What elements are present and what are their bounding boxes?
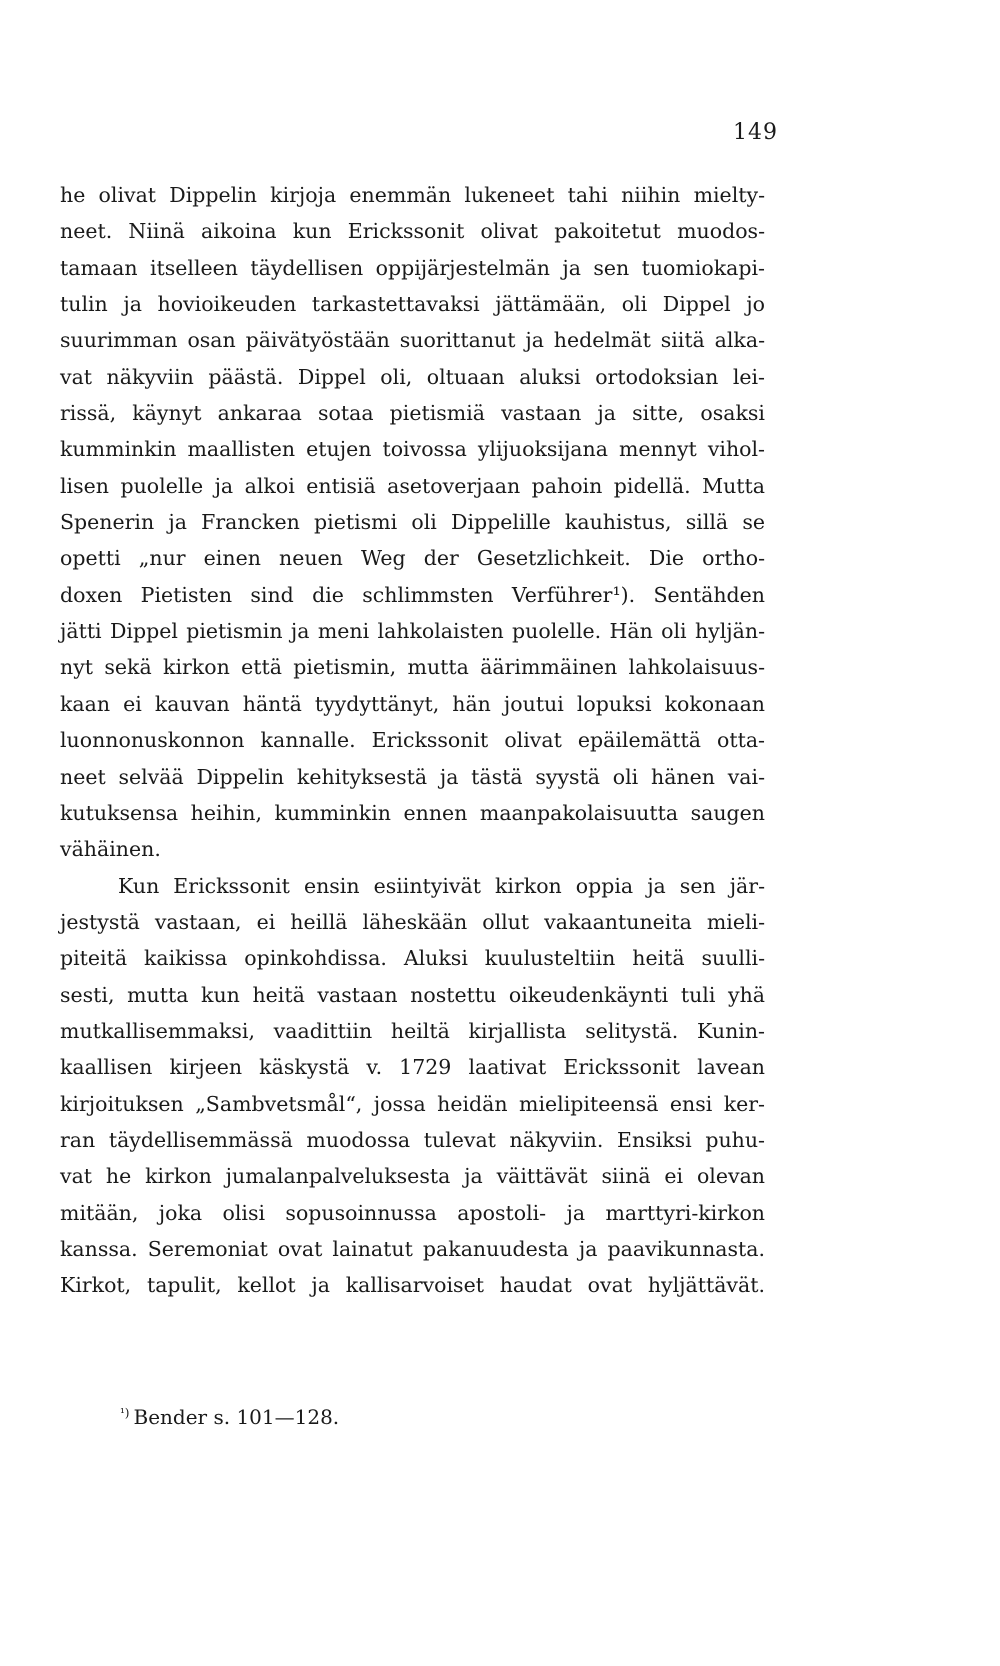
footnote [120, 1405, 339, 1429]
text-line: piteitä kaikissa opinkohdissa. Aluksi kuulusteltiin heitä suulli- [60, 946, 765, 971]
page-number: 149 [733, 120, 778, 145]
text-line: kanssa. Seremoniat ovat lainatut pakanuudesta ja paavikunnasta. [60, 1236, 765, 1261]
text-line: Kirkot, tapulit, kellot ja kallisarvoiset haudat ovat hyljättävät. [60, 1273, 765, 1298]
text-line: luonnonuskonnon kannalle. Erickssonit olivat epäilemättä otta- [60, 728, 765, 753]
text-line: kumminkin maallisten etujen toivossa ylijuoksijana mennyt vihol- [60, 437, 765, 462]
paragraph-2 [60, 868, 765, 1304]
text-line: vat näkyviin päästä. Dippel oli, oltuaan aluksi ortodoksian lei- [60, 364, 765, 389]
text-line: ran täydellisemmässä muodossa tulevat näkyviin. Ensiksi puhu- [60, 1127, 765, 1152]
text-line: kirjoituksen „Sambvetsmål“, jossa heidän mielipiteensä ensi ker- [60, 1091, 765, 1116]
text-line: neet. Niinä aikoina kun Erickssonit olivat pakoitetut muodos- [60, 219, 765, 244]
text-line: vähäinen. [60, 837, 161, 862]
text-line: vat he kirkon jumalanpalveluksesta ja väittävät siinä ei olevan [60, 1164, 765, 1189]
text-line: Spenerin ja Francken pietismi oli Dippelille kauhistus, sillä se [60, 510, 765, 535]
text-line: tulin ja hovioikeuden tarkastettavaksi jättämään, oli Dippel jo [60, 292, 765, 317]
text-line: kutuksensa heihin, kumminkin ennen maanpakolaisuutta saugen [60, 800, 765, 825]
text-line: suurimman osan päivätyöstään suorittanut ja hedelmät siitä alka- [60, 328, 765, 353]
text-line: mutkallisemmaksi, vaadittiin heiltä kirjallista selitystä. Kunin- [60, 1018, 765, 1043]
text-line: nyt sekä kirkon että pietismin, mutta äärimmäinen lahkolaisuus- [60, 655, 765, 680]
footnote-marker: ¹) [120, 1406, 130, 1420]
text-line: jätti Dippel pietismin ja meni lahkolaisten puolelle. Hän oli hyljän- [60, 619, 765, 644]
text-line: Kun Erickssonit ensin esiintyivät kirkon oppia ja sen jär- [118, 873, 765, 898]
text-line: rissä, käynyt ankaraa sotaa pietismiä vastaan ja sitte, osaksi [60, 401, 765, 426]
text-line: neet selvää Dippelin kehityksestä ja tästä syystä oli hänen vai- [60, 764, 765, 789]
text-line: doxen Pietisten sind die schlimmsten Verführer¹). Sentähden [60, 582, 765, 607]
text-line: he olivat Dippelin kirjoja enemmän lukeneet tahi niihin mielty- [60, 183, 765, 207]
body-text [60, 177, 765, 1304]
paragraph-1 [60, 177, 765, 868]
text-line: mitään, joka olisi sopusoinnussa apostoli- ja marttyri-kirkon [60, 1200, 765, 1225]
text-line: kaan ei kauvan häntä tyydyttänyt, hän joutui lopuksi kokonaan [60, 691, 765, 716]
text-line: jestystä vastaan, ei heillä läheskään ollut vakaantuneita mieli- [60, 909, 765, 934]
text-line: opetti „nur einen neuen Weg der Gesetzlichkeit. Die ortho- [60, 546, 765, 571]
text-line: lisen puolelle ja alkoi entisiä asetoverjaan pahoin pidellä. Mutta [60, 473, 765, 498]
text-line: tamaan itselleen täydellisen oppijärjestelmän ja sen tuomiokapi- [60, 255, 765, 280]
text-line: sesti, mutta kun heitä vastaan nostettu oikeudenkäynti tuli yhä [60, 982, 765, 1007]
footnote-text: Bender s. 101—128. [133, 1405, 340, 1429]
text-line: kaallisen kirjeen käskystä v. 1729 laativat Erickssonit lavean [60, 1055, 765, 1080]
